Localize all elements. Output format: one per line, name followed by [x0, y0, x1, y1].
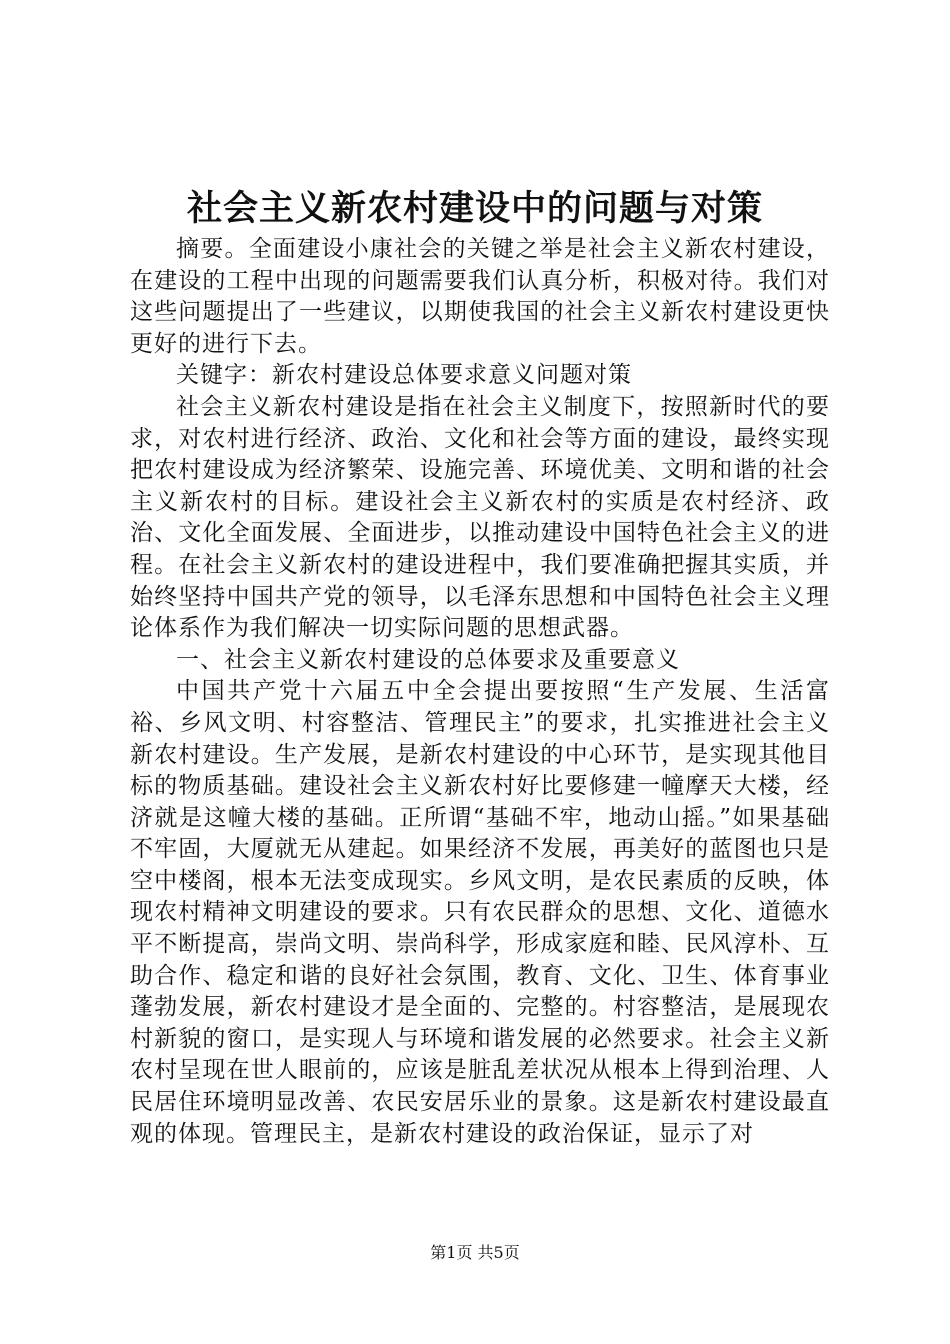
- abstract-paragraph: 摘要。全面建设小康社会的关键之举是社会主义新农村建设，在建设的工程中出现的问题需要我们认真分析，积极对待。我们对这些问题提出了一些建议，以期使我国的社会主义新农村建设更快更好的进行下去。: [130, 236, 830, 357]
- page-footer: 第1页 共5页: [430, 1243, 520, 1262]
- section-heading: 一、社会主义新农村建设的总体要求及重要意义: [176, 646, 680, 673]
- body-paragraph: 中国共产党十六届五中全会提出要按照“生产发展、生活富裕、乡风文明、村容整洁、管理民主”的要求，扎实推进社会主义新农村建设。生产发展，是新农村建设的中心环节，是实现其他目标的物质基础。建设社会主义新农村好比要修建一幢摩天大楼，经济就是这幢大楼的基础。正所谓“基础不牢，地动山摇。”如果基础不牢固，大厦就无从建起。如果经济不发展，再美好的蓝图也只是空中楼阁，根本无法变成现实。乡风文明，是农民素质的反映，体现农村精神文明建设的要求。只有农民群众的思想、文化、道德水平不断提高，崇尚文明、崇尚科学，形成家庭和睦、民风淳朴、互助合作、稳定和谐的良好社会氛围，教育、文化、卫生、体育事业蓬勃发展，新农村建设才是全面的、完整的。村容整洁，是展现农村新貌的窗口，是实现人与环境和谐发展的必然要求。社会主义新农村呈现在世人眼前的，应该是脏乱差状况从根本上得到治理、人民居住环境明显改善、农民安居乐业的景象。这是新农村建设最直观的体现。管理民主，是新农村建设的政治保证，显示了对: [130, 678, 830, 1147]
- intro-paragraph: 社会主义新农村建设是指在社会主义制度下，按照新时代的要求，对农村进行经济、政治、文化和社会等方面的建设，最终实现把农村建设成为经济繁荣、设施完善、环境优美、文明和谐的社会主义新农村的目标。建设社会主义新农村的实质是农村经济、政治、文化全面发展、全面进步，以推动建设中国特色社会主义的进程。在社会主义新农村的建设进程中，我们要准确把握其实质，并始终坚持中国共产党的领导，以毛泽东思想和中国特色社会主义理论体系作为我们解决一切实际问题的思想武器。: [130, 393, 830, 642]
- document-body: [130, 234, 830, 1150]
- keywords-paragraph: 关键字：新农村建设总体要求意义问题对策: [176, 362, 632, 389]
- document-title: 社会主义新农村建设中的问题与对策: [186, 188, 763, 229]
